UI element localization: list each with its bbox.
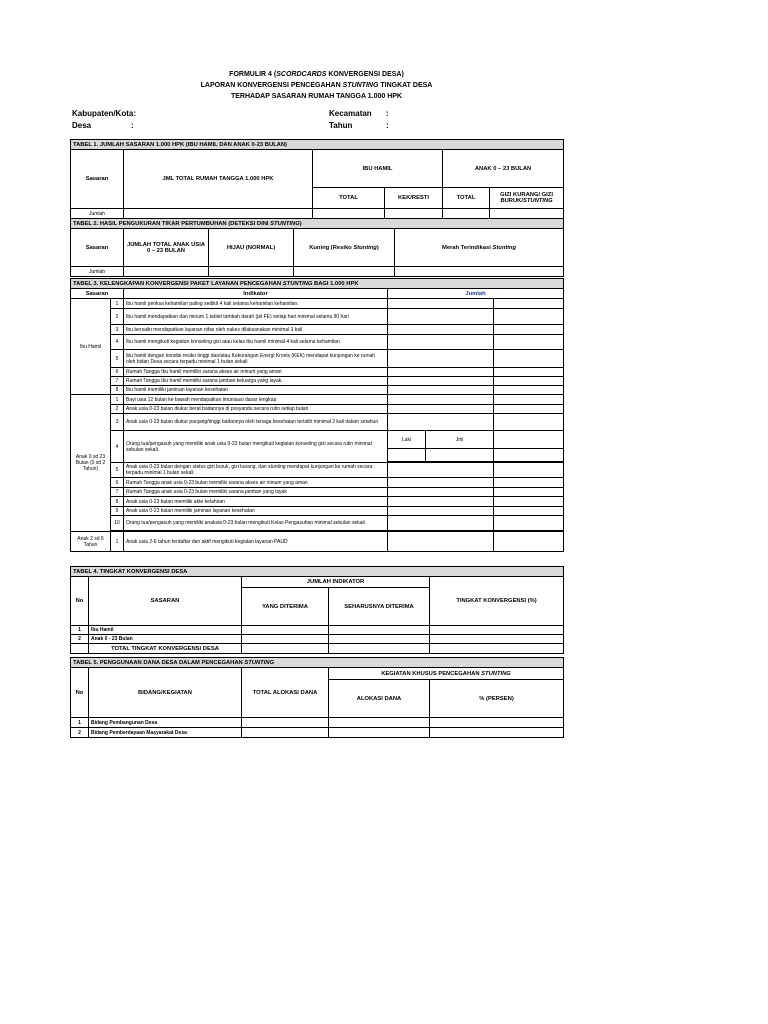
t3-group-anak: Anak 0 sd 23 Bulan (0 sd 2 Tahun) (71, 395, 111, 532)
table-5-title: TABEL 5. PENGGUNAAN DANA DESA DALAM PENCEGAHAN STUNTING (71, 658, 564, 668)
t2-sasaran-header: Sasaran (71, 229, 124, 267)
t5-row-2-no: 2 (71, 728, 89, 738)
t3-anak-item-1: Bayi usia 12 bulan ke bawah mendapatkan imunisasi dasar lengkap (124, 395, 388, 405)
t3-ibu-item-2: Ibu hamil mendapatkan dan minum 1 tablet tambah darah (pil FE) setiap hari minimal selama 90 hari (124, 309, 388, 325)
t3-ibu-item-5: Ibu hamil dengan kondisi resiko tinggi dan/atau Kekurangan Energi Kronis (KEK) mendapat kunjungan ke rumah oleh bidan Desa secara terpadu minimal 1 bulan sekali (124, 350, 388, 368)
t3-anak-no-5: 5 (111, 463, 124, 478)
t5-row-1-label: Bidang Pembangunan Desa (89, 718, 242, 728)
colon-kecamatan: : (386, 109, 389, 118)
t3-ibu-no-7: 7 (111, 377, 124, 386)
title-line-2: LAPORAN KONVERGENSI PENCEGAHAN STUNTING TINGKAT DESA (200, 82, 433, 89)
title-line-3: TERHADAP SASARAN RUMAH TANGGA 1.000 HPK (230, 93, 402, 100)
t3-ibu-no-3: 3 (111, 325, 124, 335)
t1-sasaran-header: Sasaran (71, 150, 124, 209)
t5-row-1-no: 1 (71, 718, 89, 728)
table-3 (70, 278, 564, 552)
t4-total-label: TOTAL TINGKAT KONVERGENSI DESA (89, 644, 242, 654)
t4-row-2-no: 2 (71, 635, 89, 644)
t5-alokasi-header: ALOKASI DANA (329, 680, 430, 718)
t3-anak-item-9: Anak usia 0-23 bulan memiliki jaminan layanan kesehatan (124, 507, 388, 516)
t4-diterima-header: YANG DITERIMA (242, 588, 329, 626)
table-5 (70, 657, 564, 738)
t2-jumlah-total-header: JUMLAH TOTAL ANAK USIA 0 – 23 BULAN (124, 229, 209, 267)
colon-tahun: : (386, 121, 389, 130)
t3-sasaran-header: Sasaran (71, 289, 124, 299)
t3-ibu-no-4: 4 (111, 335, 124, 350)
t3-anak-no-7: 7 (111, 488, 124, 497)
t3-ibu-no-2: 2 (111, 309, 124, 325)
t3-anak-item-10: Orang tua/pengasuh yang memiliki anaksia 0-23 bulan mengikuti Kelas Pengasuhan minimal sebulan sekali (124, 516, 388, 531)
title-line-1: FORMULIR 4 (SCORDCARDS KONVERGENSI DESA) (229, 71, 404, 78)
t3-jml-label: Jml (426, 431, 494, 449)
t5-total-alokasi-header: TOTAL ALOKASI DANA (242, 668, 329, 718)
t3-ibu-item-7: Rumah Tangga Ibu hamil memiliki sarana jamban keluarga yang layak. (124, 377, 388, 386)
t3-anak-no-2: 2 (111, 405, 124, 414)
t3-anak-item-7: Rumah Tangga anak usia 0-23 bulan memiliki sarana jamban yang layak (124, 488, 388, 497)
t1-ibu-hamil-header: IBU HAMIL (313, 150, 443, 188)
t1-anak-header: ANAK 0 – 23 BULAN (443, 150, 564, 188)
t3-jumlah-header: Jumlah (388, 289, 564, 299)
t3-paud-no-1: 1 (111, 532, 124, 552)
label-kabupaten: Kabupaten/Kota: (72, 109, 136, 118)
colon-desa: : (131, 121, 134, 130)
table-3-title: TABEL 3. KELENGKAPAN KONVERGENSI PAKET LAYANAN PENCEGAHAN STUNTING BAGI 1.000 HPK (71, 279, 564, 289)
t3-anak-no-6: 6 (111, 478, 124, 488)
t3-group-ibu-hamil: Ibu Hamil (71, 299, 111, 395)
t4-jumlah-indikator-header: JUMLAH INDIKATOR (242, 577, 430, 588)
t3-anak-item-5: Anak usia 0-23 bulan dengan status gizi buruk, gizi kurang, dan stunting mendapat kunjungan ke rumah secara terpadu minimal 1 bulan sekali (124, 463, 388, 478)
table-2-title: TABEL 2. HASIL PENGUKURAN TIKAR PERTUMBUHAN (DETEKSI DINI STUNTING) (71, 219, 564, 229)
t3-ibu-no-8: 8 (111, 386, 124, 395)
form-title (70, 69, 563, 102)
t4-sasaran-header: SASARAN (89, 577, 242, 626)
t3-ibu-item-4: Ibu hamil mengikuti kegiatan konseling gizi atau kelas ibu hamil minimal 4 kali selama kehamilan (124, 335, 388, 350)
t3-anak-no-3: 3 (111, 414, 124, 431)
label-kecamatan: Kecamatan (329, 109, 372, 118)
t3-anak-no-1: 1 (111, 395, 124, 405)
label-tahun: Tahun (329, 121, 353, 130)
label-desa: Desa (72, 121, 92, 130)
t3-ibu-item-1: Ibu hamil periksa kehamilan paling sedikit 4 kali selama kehamilan kehamilan. (124, 299, 388, 309)
t2-merah-header: Merah Terindikasi Stunting (395, 229, 564, 267)
t3-ibu-item-6: Rumah Tangga Ibu hamil memiliki sarana akses air minum yang aman (124, 368, 388, 377)
table-2 (70, 218, 564, 277)
t1-total-anak: TOTAL (443, 188, 490, 209)
t4-row-1-label: Ibu Hamil (89, 626, 242, 635)
t1-kek: KEK/RESTI (385, 188, 443, 209)
t3-anak-item-6: Rumah Tangga anak usia 0-23 bulan memiliki sarana akses air minum yang aman (124, 478, 388, 488)
t2-hijau-header: HIJAU (NORMAL) (209, 229, 294, 267)
t5-bidang-header: BIDANG/KEGIATAN (89, 668, 242, 718)
t1-total-ibu: TOTAL (313, 188, 385, 209)
t3-anak-no-4: 4 (111, 431, 124, 463)
t4-tingkat-header: TINGKAT KONVERGENSI (%) (430, 577, 564, 626)
t3-anak-item-4: Orang tua/pengasuh yang memiliki anak usia 0-23 bulan mengikuti kegiatan konseling gizi secara rutin minimal sebulan sekali. (124, 431, 388, 463)
t5-row-2-label: Bidang Pemberdayaan Masyarakat Desa (89, 728, 242, 738)
table-4-title: TABEL 4. TINGKAT KONVERGENSI DESA (71, 567, 564, 577)
t3-anak-no-9: 9 (111, 507, 124, 516)
t1-gizi: GIZI KURANG/ GIZI BURUK/STUNTING (490, 188, 564, 209)
t4-seharusnya-header: SEHARUSNYA DITERIMA (329, 588, 430, 626)
t4-row-2-label: Anak 0 - 23 Bulan (89, 635, 242, 644)
t3-anak-no-10: 10 (111, 516, 124, 531)
t5-kegiatan-header: KEGIATAN KHUSUS PENCEGAHAN STUNTING (329, 668, 564, 680)
t3-indikator-header: Indikator (124, 289, 388, 299)
t3-ibu-item-8: Ibu hamil memiliki jaminan layanan kesehatan (124, 386, 388, 395)
t1-jumlah: Jumlah (71, 209, 124, 219)
t3-anak-item-8: Anak usia 0-23 bulan memiliki akte kelahiran (124, 497, 388, 507)
t2-kuning-header: Kuning (Resiko Stunting) (294, 229, 395, 267)
t3-paud-item-1: Anak usia 2-6 tahun terdaftar dan aktif mengikuti kegiatan layanan PAUD (124, 532, 388, 552)
t3-ibu-no-1: 1 (111, 299, 124, 309)
t3-ibu-item-3: Ibu bersalin mendapatkan layanan nifas oleh nakes dilaksanakan minimal 3 kali (124, 325, 388, 335)
t4-no-header: No (71, 577, 89, 626)
t4-row-1-no: 1 (71, 626, 89, 635)
t5-no-header: No (71, 668, 89, 718)
t1-jml-total-header: JML TOTAL RUMAH TANGGA 1.000 HPK (124, 150, 313, 209)
t3-anak-no-8: 8 (111, 497, 124, 507)
table-4 (70, 566, 564, 654)
t3-anak-item-2: Anak usia 0-23 bulan diukur berat badannya di posyandu secara rutin setiap bulan (124, 405, 388, 414)
t5-persen-header: % (PERSEN) (430, 680, 564, 718)
t2-jumlah: Jumlah (71, 267, 124, 277)
t3-laki-label: Laki (388, 431, 426, 449)
t3-ibu-no-6: 6 (111, 368, 124, 377)
table-1-title: TABEL 1. JUMLAH SASARAN 1.000 HPK (IBU HAMIL DAN ANAK 0-23 BULAN) (71, 140, 564, 150)
t3-group-paud: Anak 2 sd 6 Tahun (71, 532, 111, 552)
t3-anak-item-3: Anak usia 0-23 bulan diukur panjang/tinggi badannya oleh tenaga kesehatan terlatih minimal 2 kali dalam setahun (124, 414, 388, 431)
table-1 (70, 139, 564, 219)
t3-ibu-no-5: 5 (111, 350, 124, 368)
